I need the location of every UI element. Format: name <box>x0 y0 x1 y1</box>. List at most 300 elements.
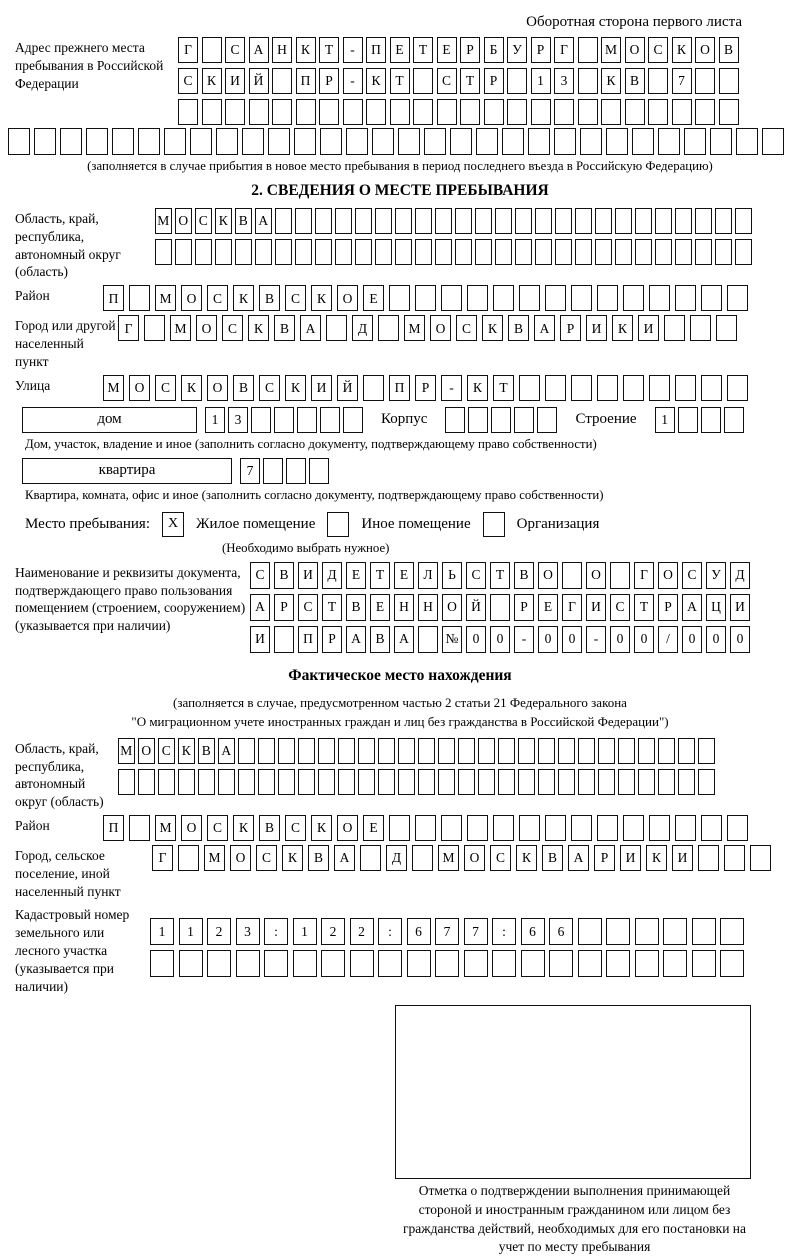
char-cell[interactable] <box>202 99 222 125</box>
char-cell[interactable] <box>272 99 292 125</box>
char-cell[interactable] <box>727 815 748 841</box>
char-cell[interactable] <box>502 128 524 155</box>
char-cell[interactable]: И <box>620 845 641 871</box>
char-cell[interactable]: А <box>250 594 270 621</box>
char-cell[interactable] <box>635 918 659 945</box>
char-cell[interactable] <box>736 128 758 155</box>
char-cell[interactable] <box>535 239 552 265</box>
char-cell[interactable] <box>701 285 722 311</box>
char-cell[interactable] <box>412 845 433 871</box>
char-cell[interactable]: П <box>103 815 124 841</box>
char-cell[interactable] <box>638 769 655 795</box>
char-cell[interactable] <box>578 68 598 94</box>
char-cell[interactable] <box>207 950 231 977</box>
char-cell[interactable]: 1 <box>150 918 174 945</box>
char-cell[interactable]: И <box>225 68 245 94</box>
char-cell[interactable] <box>519 285 540 311</box>
char-cell[interactable] <box>363 375 384 401</box>
region-row-2[interactable] <box>155 239 752 265</box>
char-cell[interactable]: У <box>706 562 726 589</box>
char-cell[interactable] <box>319 99 339 125</box>
char-cell[interactable] <box>710 128 732 155</box>
checkbox-other-premises[interactable] <box>327 512 349 537</box>
char-cell[interactable] <box>601 99 621 125</box>
char-cell[interactable] <box>294 128 316 155</box>
char-cell[interactable] <box>554 99 574 125</box>
char-cell[interactable]: К <box>467 375 488 401</box>
char-cell[interactable] <box>343 407 363 433</box>
char-cell[interactable] <box>258 738 275 764</box>
cadastral-row-1[interactable] <box>150 918 744 945</box>
char-cell[interactable]: М <box>601 37 621 63</box>
char-cell[interactable] <box>202 37 222 63</box>
char-cell[interactable] <box>318 769 335 795</box>
char-cell[interactable]: О <box>138 738 155 764</box>
char-cell[interactable] <box>255 239 272 265</box>
char-cell[interactable] <box>378 738 395 764</box>
char-cell[interactable] <box>295 208 312 234</box>
char-cell[interactable] <box>623 375 644 401</box>
char-cell[interactable]: Т <box>413 37 433 63</box>
char-cell[interactable]: Л <box>418 562 438 589</box>
char-cell[interactable] <box>571 815 592 841</box>
char-cell[interactable]: Г <box>118 315 139 341</box>
char-cell[interactable] <box>571 375 592 401</box>
char-cell[interactable]: М <box>404 315 425 341</box>
char-cell[interactable] <box>555 208 572 234</box>
char-cell[interactable]: Р <box>560 315 581 341</box>
char-cell[interactable]: В <box>719 37 739 63</box>
char-cell[interactable]: № <box>442 626 462 653</box>
char-cell[interactable]: В <box>235 208 252 234</box>
char-cell[interactable] <box>297 407 317 433</box>
char-cell[interactable] <box>493 815 514 841</box>
char-cell[interactable]: О <box>586 562 606 589</box>
char-cell[interactable]: И <box>586 315 607 341</box>
char-cell[interactable]: 1 <box>531 68 551 94</box>
char-cell[interactable] <box>498 738 515 764</box>
char-cell[interactable] <box>663 918 687 945</box>
char-cell[interactable]: О <box>196 315 217 341</box>
char-cell[interactable] <box>415 208 432 234</box>
char-cell[interactable]: 2 <box>321 918 345 945</box>
char-cell[interactable] <box>515 239 532 265</box>
char-cell[interactable]: 1 <box>293 918 317 945</box>
char-cell[interactable]: Т <box>322 594 342 621</box>
char-cell[interactable] <box>695 68 715 94</box>
char-cell[interactable]: Й <box>249 68 269 94</box>
char-cell[interactable]: Д <box>386 845 407 871</box>
char-cell[interactable] <box>701 407 721 433</box>
char-cell[interactable]: С <box>155 375 176 401</box>
char-cell[interactable]: Г <box>178 37 198 63</box>
char-cell[interactable] <box>424 128 446 155</box>
char-cell[interactable] <box>478 738 495 764</box>
char-cell[interactable] <box>295 239 312 265</box>
char-cell[interactable] <box>678 407 698 433</box>
char-cell[interactable] <box>507 99 527 125</box>
char-cell[interactable]: О <box>181 815 202 841</box>
char-cell[interactable] <box>343 99 363 125</box>
char-cell[interactable] <box>635 208 652 234</box>
char-cell[interactable] <box>695 208 712 234</box>
char-cell[interactable] <box>286 458 306 484</box>
char-cell[interactable] <box>415 815 436 841</box>
char-cell[interactable]: О <box>337 815 358 841</box>
char-cell[interactable]: А <box>394 626 414 653</box>
apartment-cells[interactable] <box>240 458 329 484</box>
char-cell[interactable]: 2 <box>207 918 231 945</box>
char-cell[interactable] <box>720 918 744 945</box>
char-cell[interactable] <box>455 239 472 265</box>
char-cell[interactable] <box>518 738 535 764</box>
char-cell[interactable] <box>578 738 595 764</box>
char-cell[interactable]: И <box>672 845 693 871</box>
char-cell[interactable]: С <box>158 738 175 764</box>
char-cell[interactable] <box>716 315 737 341</box>
char-cell[interactable] <box>86 128 108 155</box>
char-cell[interactable] <box>649 815 670 841</box>
char-cell[interactable] <box>278 738 295 764</box>
char-cell[interactable]: 0 <box>682 626 702 653</box>
char-cell[interactable]: К <box>612 315 633 341</box>
char-cell[interactable] <box>678 769 695 795</box>
char-cell[interactable]: В <box>198 738 215 764</box>
char-cell[interactable]: Р <box>460 37 480 63</box>
char-cell[interactable] <box>595 239 612 265</box>
char-cell[interactable] <box>258 769 275 795</box>
char-cell[interactable] <box>578 950 602 977</box>
char-cell[interactable]: Е <box>370 594 390 621</box>
char-cell[interactable] <box>450 128 472 155</box>
char-cell[interactable] <box>615 239 632 265</box>
char-cell[interactable] <box>274 626 294 653</box>
char-cell[interactable] <box>519 815 540 841</box>
char-cell[interactable]: К <box>215 208 232 234</box>
char-cell[interactable] <box>649 285 670 311</box>
char-cell[interactable]: О <box>181 285 202 311</box>
char-cell[interactable]: С <box>225 37 245 63</box>
char-cell[interactable]: К <box>311 285 332 311</box>
char-cell[interactable] <box>531 99 551 125</box>
char-cell[interactable] <box>318 738 335 764</box>
char-cell[interactable] <box>218 769 235 795</box>
document-row-2[interactable] <box>250 594 750 621</box>
char-cell[interactable]: Т <box>370 562 390 589</box>
char-cell[interactable] <box>575 208 592 234</box>
char-cell[interactable]: Т <box>634 594 654 621</box>
char-cell[interactable] <box>606 918 630 945</box>
char-cell[interactable]: В <box>259 285 280 311</box>
char-cell[interactable] <box>138 128 160 155</box>
char-cell[interactable] <box>375 208 392 234</box>
char-cell[interactable]: О <box>695 37 715 63</box>
char-cell[interactable] <box>415 285 436 311</box>
char-cell[interactable]: Д <box>322 562 342 589</box>
char-cell[interactable]: О <box>230 845 251 871</box>
char-cell[interactable] <box>441 285 462 311</box>
char-cell[interactable]: И <box>730 594 750 621</box>
char-cell[interactable]: О <box>129 375 150 401</box>
char-cell[interactable] <box>724 407 744 433</box>
char-cell[interactable] <box>320 128 342 155</box>
char-cell[interactable] <box>129 285 150 311</box>
char-cell[interactable]: И <box>250 626 270 653</box>
char-cell[interactable] <box>418 626 438 653</box>
char-cell[interactable] <box>158 769 175 795</box>
char-cell[interactable] <box>692 918 716 945</box>
char-cell[interactable]: М <box>170 315 191 341</box>
char-cell[interactable]: 6 <box>521 918 545 945</box>
char-cell[interactable]: 0 <box>730 626 750 653</box>
char-cell[interactable]: К <box>178 738 195 764</box>
stroenie-cells[interactable] <box>655 407 744 433</box>
district-row[interactable] <box>103 285 748 311</box>
city-row[interactable] <box>118 315 737 341</box>
char-cell[interactable]: С <box>222 315 243 341</box>
char-cell[interactable]: Р <box>514 594 534 621</box>
char-cell[interactable] <box>275 208 292 234</box>
char-cell[interactable]: С <box>466 562 486 589</box>
char-cell[interactable] <box>378 315 399 341</box>
char-cell[interactable]: С <box>437 68 457 94</box>
char-cell[interactable] <box>415 239 432 265</box>
char-cell[interactable]: 3 <box>554 68 574 94</box>
char-cell[interactable] <box>562 562 582 589</box>
char-cell[interactable] <box>623 815 644 841</box>
checkbox-organization[interactable] <box>483 512 505 537</box>
char-cell[interactable]: 7 <box>464 918 488 945</box>
char-cell[interactable] <box>521 950 545 977</box>
char-cell[interactable]: О <box>442 594 462 621</box>
char-cell[interactable] <box>413 99 433 125</box>
char-cell[interactable] <box>555 239 572 265</box>
char-cell[interactable]: Р <box>658 594 678 621</box>
char-cell[interactable] <box>638 738 655 764</box>
char-cell[interactable] <box>597 375 618 401</box>
char-cell[interactable]: 6 <box>407 918 431 945</box>
char-cell[interactable]: 2 <box>350 918 374 945</box>
char-cell[interactable] <box>216 128 238 155</box>
char-cell[interactable]: - <box>343 37 363 63</box>
char-cell[interactable] <box>413 68 433 94</box>
char-cell[interactable] <box>719 68 739 94</box>
char-cell[interactable] <box>598 769 615 795</box>
char-cell[interactable] <box>727 285 748 311</box>
char-cell[interactable] <box>684 128 706 155</box>
char-cell[interactable]: И <box>638 315 659 341</box>
char-cell[interactable]: 1 <box>655 407 675 433</box>
char-cell[interactable]: Й <box>466 594 486 621</box>
char-cell[interactable] <box>274 407 294 433</box>
char-cell[interactable] <box>467 815 488 841</box>
char-cell[interactable] <box>178 845 199 871</box>
char-cell[interactable]: 0 <box>538 626 558 653</box>
char-cell[interactable] <box>264 950 288 977</box>
char-cell[interactable] <box>724 845 745 871</box>
char-cell[interactable] <box>623 285 644 311</box>
korpus-cells[interactable] <box>445 407 557 433</box>
char-cell[interactable] <box>606 950 630 977</box>
char-cell[interactable]: Е <box>363 815 384 841</box>
char-cell[interactable]: А <box>334 845 355 871</box>
char-cell[interactable] <box>235 239 252 265</box>
char-cell[interactable]: Р <box>484 68 504 94</box>
char-cell[interactable] <box>144 315 165 341</box>
char-cell[interactable] <box>545 285 566 311</box>
char-cell[interactable] <box>578 918 602 945</box>
char-cell[interactable] <box>390 99 410 125</box>
char-cell[interactable] <box>435 950 459 977</box>
char-cell[interactable]: А <box>218 738 235 764</box>
char-cell[interactable] <box>355 239 372 265</box>
char-cell[interactable]: К <box>601 68 621 94</box>
char-cell[interactable]: А <box>249 37 269 63</box>
char-cell[interactable] <box>455 208 472 234</box>
char-cell[interactable] <box>298 769 315 795</box>
char-cell[interactable]: 1 <box>179 918 203 945</box>
char-cell[interactable] <box>598 738 615 764</box>
char-cell[interactable]: М <box>155 208 172 234</box>
char-cell[interactable]: В <box>346 594 366 621</box>
char-cell[interactable]: К <box>311 815 332 841</box>
char-cell[interactable]: Г <box>554 37 574 63</box>
actual-city-row[interactable] <box>152 845 771 871</box>
char-cell[interactable] <box>597 285 618 311</box>
char-cell[interactable] <box>315 239 332 265</box>
char-cell[interactable]: : <box>378 918 402 945</box>
prev-address-row-4[interactable] <box>8 128 800 155</box>
cadastral-row-2[interactable] <box>150 950 744 977</box>
char-cell[interactable] <box>664 315 685 341</box>
char-cell[interactable] <box>558 738 575 764</box>
char-cell[interactable] <box>275 239 292 265</box>
char-cell[interactable] <box>762 128 784 155</box>
char-cell[interactable]: Т <box>319 37 339 63</box>
char-cell[interactable] <box>735 208 752 234</box>
char-cell[interactable] <box>558 769 575 795</box>
char-cell[interactable] <box>571 285 592 311</box>
char-cell[interactable] <box>418 769 435 795</box>
char-cell[interactable]: Н <box>394 594 414 621</box>
char-cell[interactable] <box>675 239 692 265</box>
char-cell[interactable]: Ц <box>706 594 726 621</box>
char-cell[interactable] <box>538 769 555 795</box>
char-cell[interactable]: Р <box>594 845 615 871</box>
char-cell[interactable]: : <box>264 918 288 945</box>
char-cell[interactable] <box>715 239 732 265</box>
char-cell[interactable]: Г <box>562 594 582 621</box>
char-cell[interactable] <box>164 128 186 155</box>
char-cell[interactable]: К <box>233 815 254 841</box>
char-cell[interactable]: О <box>625 37 645 63</box>
char-cell[interactable]: Т <box>390 68 410 94</box>
char-cell[interactable]: Б <box>484 37 504 63</box>
char-cell[interactable] <box>418 738 435 764</box>
char-cell[interactable] <box>475 208 492 234</box>
char-cell[interactable] <box>315 208 332 234</box>
char-cell[interactable] <box>8 128 30 155</box>
char-cell[interactable] <box>435 239 452 265</box>
char-cell[interactable]: П <box>298 626 318 653</box>
char-cell[interactable]: Р <box>415 375 436 401</box>
char-cell[interactable] <box>720 950 744 977</box>
char-cell[interactable]: М <box>438 845 459 871</box>
char-cell[interactable]: М <box>155 815 176 841</box>
char-cell[interactable] <box>575 239 592 265</box>
char-cell[interactable]: К <box>282 845 303 871</box>
document-row-1[interactable] <box>250 562 750 589</box>
char-cell[interactable] <box>225 99 245 125</box>
char-cell[interactable] <box>309 458 329 484</box>
char-cell[interactable] <box>491 407 511 433</box>
char-cell[interactable] <box>701 375 722 401</box>
char-cell[interactable] <box>190 128 212 155</box>
char-cell[interactable]: Р <box>319 68 339 94</box>
char-cell[interactable] <box>701 815 722 841</box>
char-cell[interactable]: Р <box>531 37 551 63</box>
char-cell[interactable]: С <box>250 562 270 589</box>
char-cell[interactable]: : <box>492 918 516 945</box>
char-cell[interactable] <box>655 208 672 234</box>
char-cell[interactable] <box>238 738 255 764</box>
char-cell[interactable] <box>597 815 618 841</box>
char-cell[interactable] <box>296 99 316 125</box>
char-cell[interactable] <box>249 99 269 125</box>
char-cell[interactable] <box>695 239 712 265</box>
char-cell[interactable] <box>580 128 602 155</box>
char-cell[interactable]: А <box>300 315 321 341</box>
char-cell[interactable] <box>478 769 495 795</box>
char-cell[interactable]: С <box>285 285 306 311</box>
char-cell[interactable]: 0 <box>634 626 654 653</box>
char-cell[interactable] <box>578 99 598 125</box>
char-cell[interactable] <box>378 769 395 795</box>
char-cell[interactable]: К <box>233 285 254 311</box>
char-cell[interactable] <box>278 769 295 795</box>
char-cell[interactable] <box>493 285 514 311</box>
char-cell[interactable]: С <box>610 594 630 621</box>
char-cell[interactable]: 3 <box>236 918 260 945</box>
char-cell[interactable] <box>350 950 374 977</box>
char-cell[interactable] <box>675 285 696 311</box>
char-cell[interactable] <box>649 375 670 401</box>
char-cell[interactable] <box>475 239 492 265</box>
char-cell[interactable]: 7 <box>240 458 260 484</box>
char-cell[interactable] <box>129 815 150 841</box>
char-cell[interactable] <box>460 99 480 125</box>
document-row-3[interactable] <box>250 626 750 653</box>
char-cell[interactable]: У <box>507 37 527 63</box>
char-cell[interactable]: В <box>514 562 534 589</box>
char-cell[interactable] <box>293 950 317 977</box>
char-cell[interactable]: И <box>311 375 332 401</box>
char-cell[interactable] <box>690 315 711 341</box>
char-cell[interactable] <box>618 738 635 764</box>
char-cell[interactable]: С <box>682 562 702 589</box>
char-cell[interactable] <box>545 815 566 841</box>
char-cell[interactable]: П <box>296 68 316 94</box>
region-row-1[interactable] <box>155 208 752 234</box>
char-cell[interactable] <box>715 208 732 234</box>
char-cell[interactable]: К <box>202 68 222 94</box>
char-cell[interactable] <box>518 769 535 795</box>
char-cell[interactable] <box>672 99 692 125</box>
char-cell[interactable]: А <box>682 594 702 621</box>
char-cell[interactable]: Е <box>346 562 366 589</box>
char-cell[interactable] <box>632 128 654 155</box>
char-cell[interactable]: П <box>389 375 410 401</box>
